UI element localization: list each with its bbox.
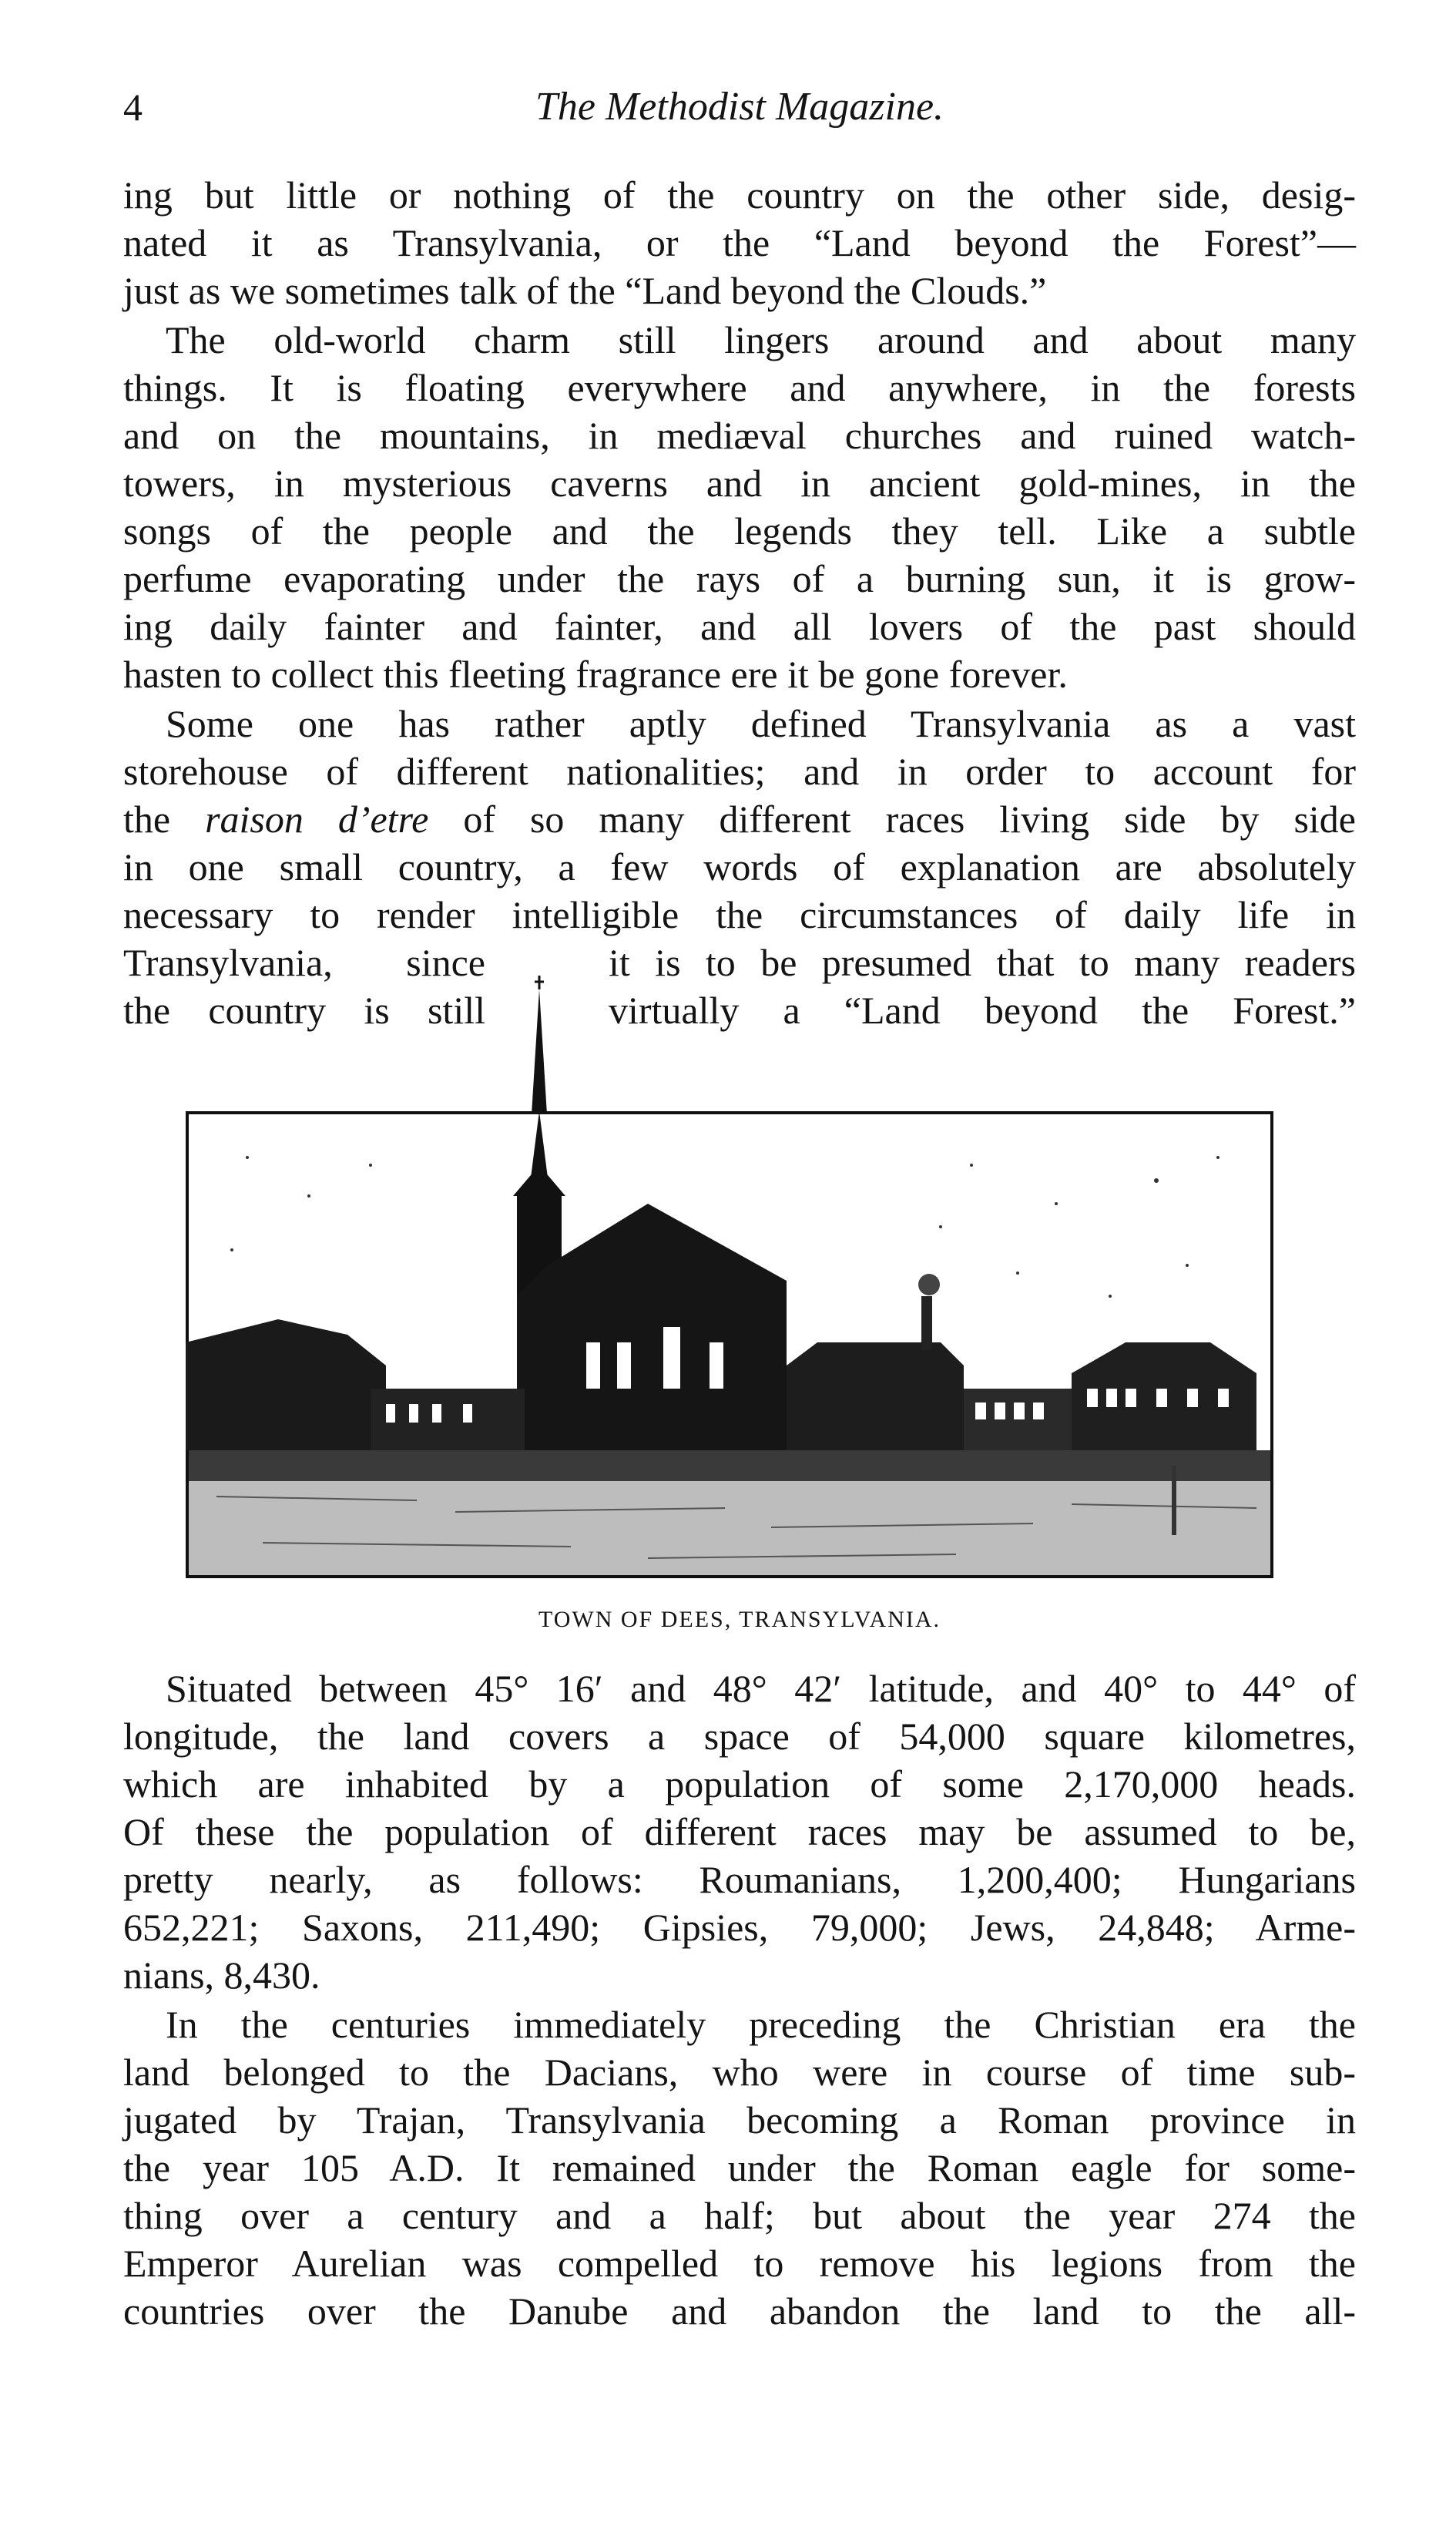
page-number: 4 bbox=[123, 86, 143, 129]
body-line: towers, in mysterious caverns and in ancient gold-mines, in the bbox=[123, 462, 1356, 505]
body-line: perfume evaporating under the rays of a burning sun, it is grow- bbox=[123, 557, 1356, 600]
body-line: pretty nearly, as follows: Roumanians, 1,200,400; Hungarians bbox=[123, 1858, 1356, 1901]
page-header bbox=[123, 80, 1356, 142]
body-line: storehouse of different nationalities; and in order to account for bbox=[123, 750, 1356, 793]
body-line: In the centuries immediately preceding the Christian era the bbox=[166, 2003, 1356, 2046]
body-line: Situated between 45° 16′ and 48° 42′ latitude, and 40° to 44° of bbox=[166, 1667, 1356, 1710]
body-line: 652,221; Saxons, 211,490; Gipsies, 79,000; Jews, 24,848; Arme- bbox=[123, 1906, 1356, 1949]
body-line: nated it as Transylvania, or the “Land beyond the Forest”— bbox=[123, 221, 1356, 264]
body-line: things. It is floating everywhere and anywhere, in the forests bbox=[123, 366, 1356, 409]
body-line: the year 105 A.D. It remained under the Roman eagle for some- bbox=[123, 2146, 1356, 2189]
running-head: The Methodist Magazine. bbox=[535, 85, 944, 129]
body-line bbox=[123, 795, 1356, 843]
body-line: necessary to render intelligible the circumstances of daily life in bbox=[123, 893, 1356, 936]
italic-phrase: raison d’etre bbox=[205, 798, 429, 841]
body-line: songs of the people and the legends they tell. Like a subtle bbox=[123, 509, 1356, 553]
engraving bbox=[186, 1111, 1273, 1578]
figure-caption: TOWN OF DEES, TRANSYLVANIA. bbox=[538, 1607, 941, 1632]
body-line: in one small country, a few words of explanation are absolutely bbox=[123, 845, 1356, 889]
body-line: just as we sometimes talk of the “Land beyond the Clouds.” bbox=[123, 269, 1047, 312]
town-illustration bbox=[186, 1111, 1273, 1578]
body-line: countries over the Danube and abandon the land to the all- bbox=[123, 2289, 1356, 2333]
text-run: the bbox=[123, 798, 206, 841]
body-line: longitude, the land covers a space of 54,000 square kilometres, bbox=[123, 1715, 1356, 1758]
body-line: hasten to collect this fleeting fragrance ere it be gone forever. bbox=[123, 653, 1068, 696]
body-line: jugated by Trajan, Transylvania becoming a Roman province in bbox=[123, 2098, 1356, 2142]
body-line: The old-world charm still lingers around and about many bbox=[166, 318, 1356, 361]
text-run: of so many different races living side by side bbox=[428, 798, 1356, 841]
body-line-right: virtually a “Land beyond the Forest.” bbox=[609, 989, 1356, 1032]
church-spire-top bbox=[524, 976, 555, 1114]
body-line: thing over a century and a half; but about the year 274 the bbox=[123, 2194, 1356, 2237]
body-line: Of these the population of different races may be assumed to be, bbox=[123, 1810, 1356, 1853]
body-line: which are inhabited by a population of some 2,170,000 heads. bbox=[123, 1762, 1356, 1806]
body-line-left: the country is still bbox=[123, 989, 485, 1032]
body-line: ing but little or nothing of the country on the other side, desig- bbox=[123, 173, 1356, 217]
body-line: nians, 8,430. bbox=[123, 1953, 320, 1997]
body-line: land belonged to the Dacians, who were in course of time sub- bbox=[123, 2051, 1356, 2094]
body-line: and on the mountains, in mediæval churches and ruined watch- bbox=[123, 414, 1356, 457]
body-line: Emperor Aurelian was compelled to remove his legions from the bbox=[123, 2242, 1356, 2285]
body-line: ing daily fainter and fainter, and all lovers of the past should bbox=[123, 605, 1356, 648]
body-line-left: Transylvania, since bbox=[123, 941, 485, 984]
body-line: Some one has rather aptly defined Transylvania as a vast bbox=[166, 702, 1356, 745]
body-line-right: it is to be presumed that to many readers bbox=[609, 941, 1356, 984]
